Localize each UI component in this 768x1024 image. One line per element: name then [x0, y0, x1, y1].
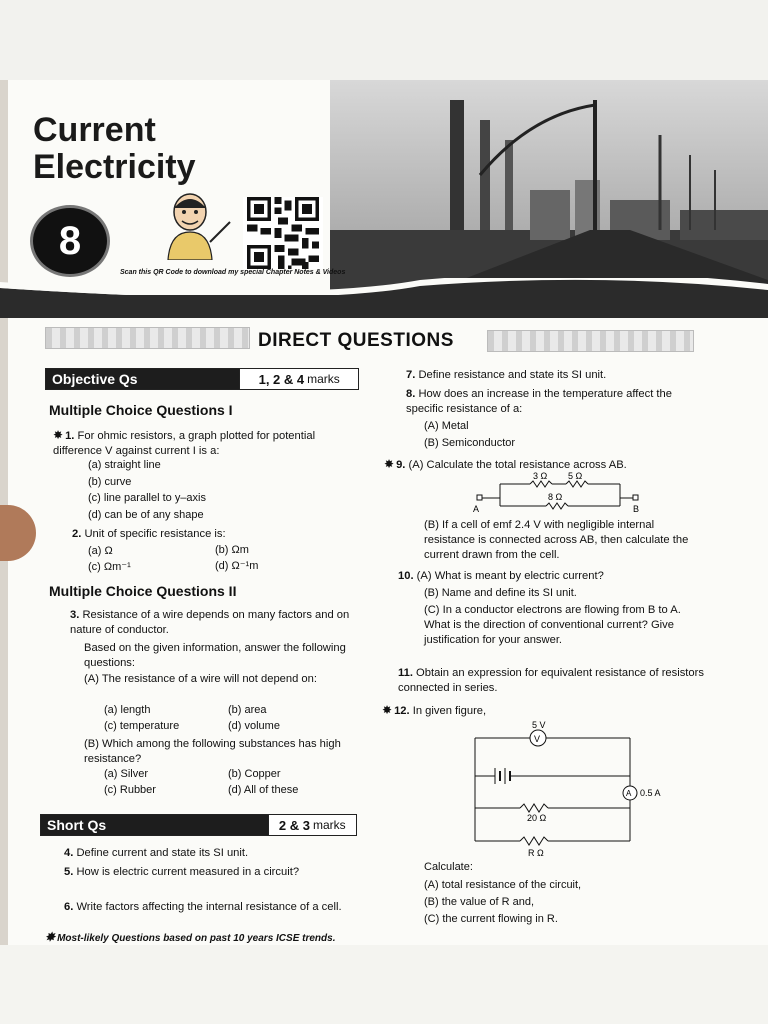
objective-label: Objective Qs — [46, 369, 239, 389]
q10-part-a: (A) What is meant by electric current? — [416, 570, 604, 582]
q12-circuit-diagram — [460, 716, 680, 858]
short-marks — [268, 815, 356, 835]
short-label: Short Qs — [41, 815, 268, 835]
thumb-holding-page — [0, 505, 36, 561]
question-number: 5. — [64, 866, 74, 878]
q3b-option-c: (c) Rubber — [104, 784, 156, 796]
q12-part-b: (B) the value of R and, — [424, 896, 535, 908]
question-number: 8. — [406, 388, 416, 400]
question-2 — [72, 527, 362, 542]
question-4 — [64, 846, 364, 861]
question-text: In given figure, — [412, 705, 487, 717]
question-number: 6. — [64, 901, 74, 913]
question-text: Write factors affecting the internal resistance of a cell. — [76, 901, 342, 913]
chapter-number-badge — [30, 205, 110, 277]
header-dark-band — [0, 295, 768, 317]
ammeter-symbol: A — [626, 789, 632, 798]
city-street-photo — [330, 80, 768, 300]
question-text: Resistance of a wire depends on many factors and on nature of conductor. — [70, 609, 350, 636]
question-number: 10. — [398, 570, 414, 582]
question-text: Obtain an expression for equivalent resistance of resistors connected in series. — [398, 667, 704, 694]
question-number: 2. — [72, 528, 82, 540]
question-text: Unit of specific resistance is: — [84, 528, 226, 540]
resistor-r-label: R Ω — [528, 848, 544, 858]
question-8 — [406, 387, 702, 417]
heading-decoration-left — [45, 327, 250, 349]
chapter-title: Current Electricity — [33, 111, 196, 186]
question-text: Define current and state its SI unit. — [76, 847, 249, 859]
q1-option-d: (d) can be of any shape — [88, 509, 204, 521]
voltmeter-symbol: V — [534, 734, 541, 744]
question-5 — [64, 865, 360, 880]
q3b-option-d: (d) All of these — [228, 784, 299, 796]
question-number: 11. — [398, 667, 413, 679]
node-b-label: B — [633, 504, 640, 514]
question-11 — [398, 666, 704, 696]
star-icon: ✸ — [382, 703, 393, 717]
question-number: 3. — [70, 609, 80, 621]
node-a-label: A — [473, 504, 480, 514]
q10-part-b: (B) Name and define its SI unit. — [424, 587, 577, 599]
q8-part-a: (A) Metal — [424, 420, 469, 432]
q12-part-c: (C) the current flowing in R. — [424, 913, 558, 925]
qr-caption: Scan this QR Code to download my special Chapter Notes & Videos — [120, 269, 346, 276]
question-number: 9. — [396, 459, 406, 471]
question-number: 7. — [406, 369, 416, 381]
voltmeter-value-label: 5 V — [532, 720, 546, 730]
q1-option-c: (c) line parallel to y–axis — [88, 492, 206, 504]
q3-part-a: (A) The resistance of a wire will not depend on: — [84, 673, 317, 685]
q2-option-a: (a) Ω — [88, 545, 113, 557]
question-6 — [64, 900, 364, 915]
qr-code-icon — [243, 197, 323, 269]
resistor-3-label: 3 Ω — [533, 471, 548, 481]
author-caricature-icon — [160, 190, 232, 260]
top-margin — [0, 0, 768, 80]
star-icon: ✸ — [53, 428, 64, 442]
resistor-20-label: 20 Ω — [527, 813, 547, 823]
question-3 — [70, 608, 360, 638]
footnote-text: Most-likely Questions based on past 10 years ICSE trends. — [57, 933, 336, 944]
question-number: 12. — [394, 705, 410, 717]
resistor-5-label: 5 Ω — [568, 471, 583, 481]
q9-circuit-diagram — [470, 470, 650, 515]
question-10 — [398, 569, 704, 584]
q3a-option-a: (a) length — [104, 704, 151, 716]
mcq1-title: Multiple Choice Questions I — [49, 402, 233, 418]
short-questions-bar — [40, 814, 357, 836]
q2-option-d: (d) Ω⁻¹m — [215, 560, 259, 572]
section-heading: DIRECT QUESTIONS — [258, 330, 454, 351]
star-icon: ✸ — [45, 930, 56, 944]
question-text: How is electric current measured in a circuit? — [76, 866, 300, 878]
question-7 — [406, 368, 706, 383]
marks-unit: marks — [307, 372, 340, 386]
q3a-option-d: (d) volume — [228, 720, 280, 732]
q2-option-c: (c) Ωm⁻¹ — [88, 561, 131, 573]
marks-value: 2 & 3 — [278, 817, 310, 833]
q3a-option-c: (c) temperature — [104, 720, 180, 732]
marks-value: 1, 2 & 4 — [258, 371, 305, 387]
objective-marks — [239, 369, 358, 389]
q3-part-b: (B) Which among the following substances has high resistance? — [84, 738, 341, 765]
heading-decoration-right — [487, 330, 694, 352]
resistor-8-label: 8 Ω — [548, 492, 563, 502]
objective-questions-bar — [45, 368, 359, 390]
q8-part-b: (B) Semiconductor — [424, 437, 516, 449]
q3a-option-b: (b) area — [228, 704, 267, 716]
ammeter-value-label: 0.5 A — [640, 788, 661, 798]
marks-unit: marks — [312, 818, 346, 832]
question-text: For ohmic resistors, a graph plotted for potential difference V against current I is a: — [53, 430, 316, 457]
bottom-margin — [0, 945, 768, 1024]
q12-calculate: Calculate: — [424, 861, 473, 873]
question-text: How does an increase in the temperature affect the specific resistance of a: — [406, 388, 672, 415]
q3b-option-a: (a) Silver — [104, 768, 149, 780]
q3-intro: Based on the given information, answer the following questions: — [84, 642, 346, 669]
q10-part-c: (C) In a conductor electrons are flowing from B to A. What is the direction of conventional current? Give justification for your answer. — [424, 604, 681, 646]
q1-option-a: (a) straight line — [88, 459, 161, 471]
q9-part-a: (A) Calculate the total resistance across AB. — [408, 459, 627, 471]
star-icon: ✸ — [384, 457, 395, 471]
q12-part-a: (A) total resistance of the circuit, — [424, 879, 582, 891]
q3b-option-b: (b) Copper — [228, 768, 281, 780]
q9-part-b: (B) If a cell of emf 2.4 V with negligible internal resistance is connected across AB, then calculate the current drawn from the cell. — [424, 519, 689, 561]
footnote — [45, 930, 336, 944]
mcq2-title: Multiple Choice Questions II — [49, 583, 237, 599]
q2-option-b: (b) Ωm — [215, 544, 249, 556]
chapter-number: 8 — [58, 218, 82, 263]
question-number: 4. — [64, 847, 74, 859]
question-1 — [53, 428, 361, 459]
question-text: Define resistance and state its SI unit. — [418, 369, 607, 381]
q1-option-b: (b) curve — [88, 476, 132, 488]
question-number: 1. — [65, 430, 75, 442]
